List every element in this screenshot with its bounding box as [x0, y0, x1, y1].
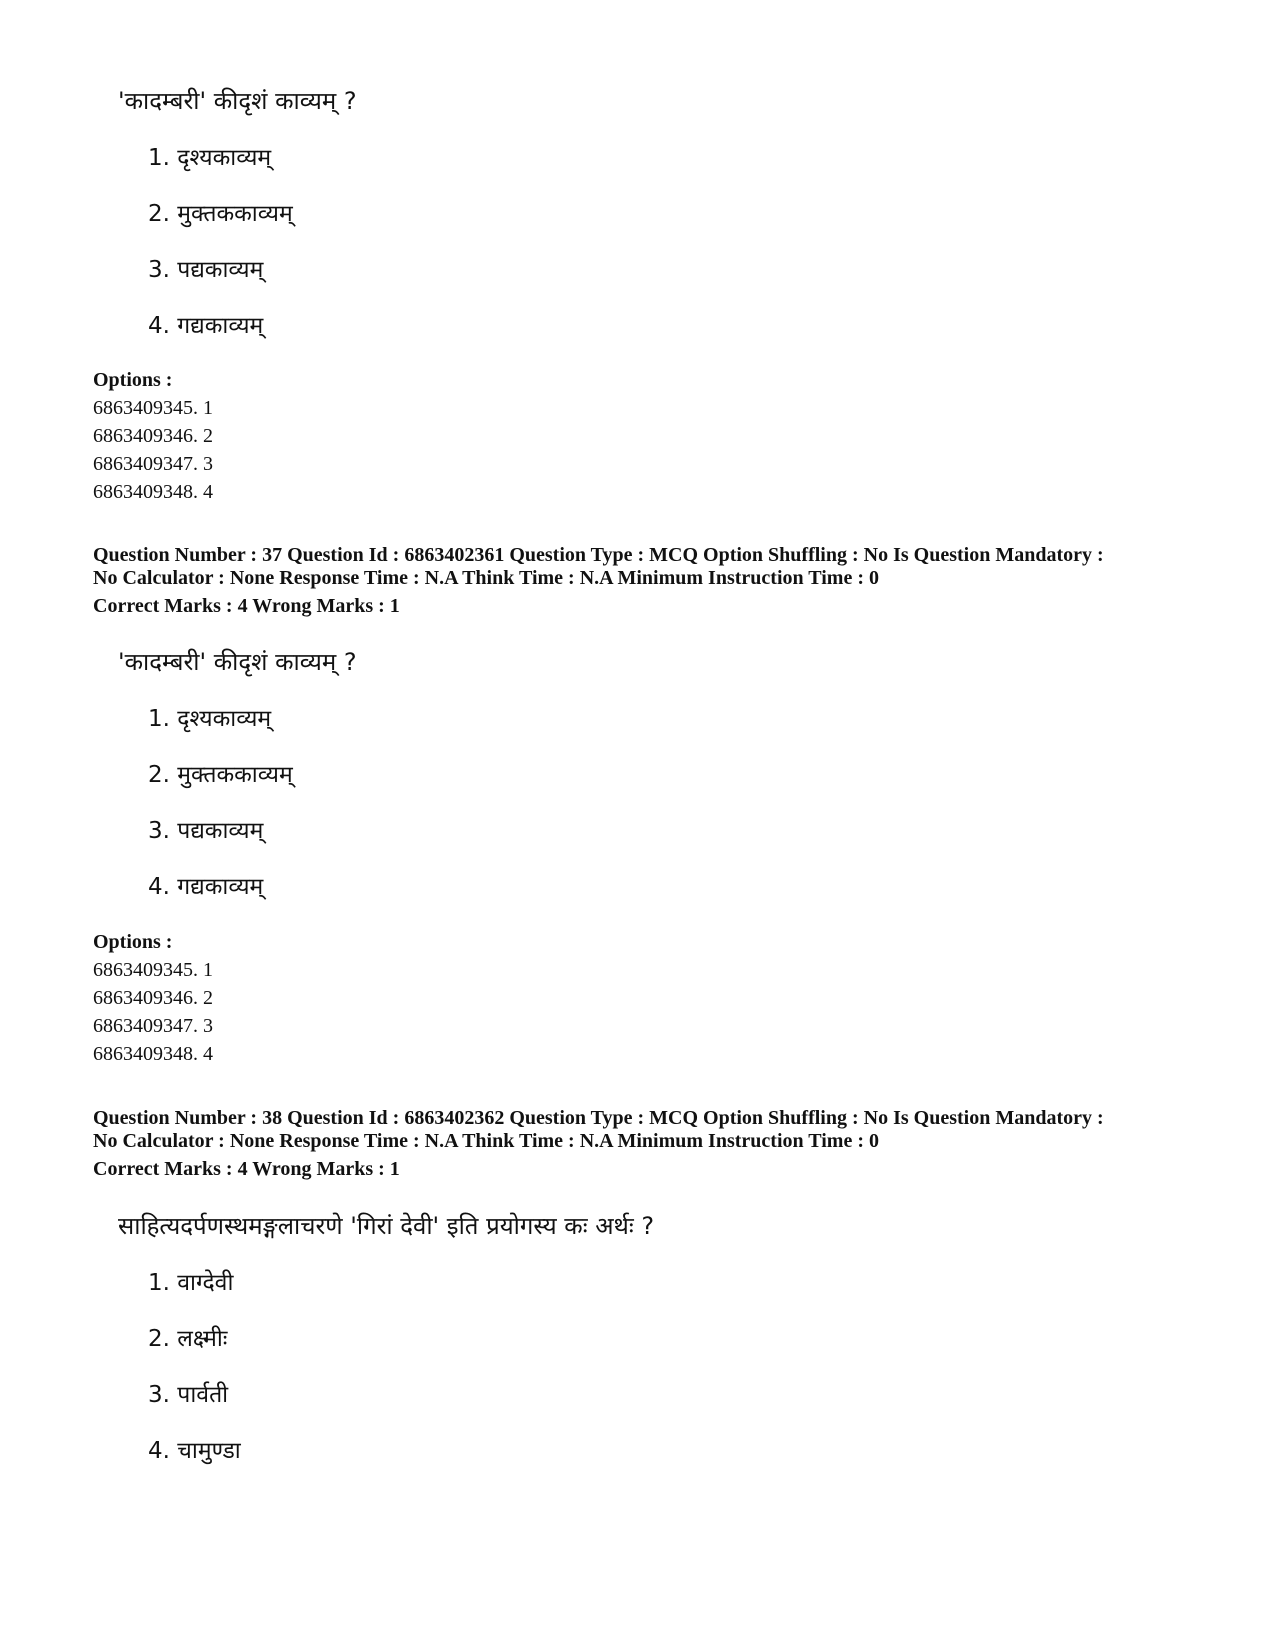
choice-4: 4. चामुण्डा: [148, 1438, 241, 1464]
question-meta-line-2: No Calculator : None Response Time : N.A Think Time : N.A Minimum Instruction Time : 0: [93, 567, 879, 589]
question-marks: Correct Marks : 4 Wrong Marks : 1: [93, 595, 400, 617]
question-meta-line-1: Question Number : 37 Question Id : 6863402361 Question Type : MCQ Option Shuffling : No Is Question Mandatory :: [93, 544, 1104, 566]
option-id-1: 6863409345. 1: [93, 959, 213, 981]
choice-2: 2. लक्ष्मीः: [148, 1326, 228, 1352]
question-marks: Correct Marks : 4 Wrong Marks : 1: [93, 1158, 400, 1180]
question-text: 'कादम्बरी' कीदृशं काव्यम् ?: [118, 648, 357, 676]
choice-1: 1. दृश्यकाव्यम्: [148, 706, 272, 732]
choice-3: 3. पद्यकाव्यम्: [148, 257, 264, 283]
question-meta-line-2: No Calculator : None Response Time : N.A Think Time : N.A Minimum Instruction Time : 0: [93, 1130, 879, 1152]
choice-4: 4. गद्यकाव्यम्: [148, 874, 264, 900]
option-id-1: 6863409345. 1: [93, 397, 213, 419]
option-id-2: 6863409346. 2: [93, 425, 213, 447]
question-text: साहित्यदर्पणस्थमङ्गलाचरणे 'गिरां देवी' इति प्रयोगस्य कः अर्थः ?: [118, 1212, 655, 1240]
options-label: Options :: [93, 369, 173, 391]
choice-1: 1. वाग्देवी: [148, 1270, 234, 1296]
choice-3: 3. पार्वती: [148, 1382, 229, 1408]
option-id-2: 6863409346. 2: [93, 987, 213, 1009]
choice-2: 2. मुक्तककाव्यम्: [148, 201, 293, 227]
choice-2: 2. मुक्तककाव्यम्: [148, 762, 293, 788]
question-text: 'कादम्बरी' कीदृशं काव्यम् ?: [118, 87, 357, 115]
question-meta-line-1: Question Number : 38 Question Id : 6863402362 Question Type : MCQ Option Shuffling : No Is Question Mandatory :: [93, 1107, 1104, 1129]
option-id-3: 6863409347. 3: [93, 453, 213, 475]
choice-3: 3. पद्यकाव्यम्: [148, 818, 264, 844]
option-id-4: 6863409348. 4: [93, 1043, 213, 1065]
option-id-4: 6863409348. 4: [93, 481, 213, 503]
choice-1: 1. दृश्यकाव्यम्: [148, 145, 272, 171]
choice-4: 4. गद्यकाव्यम्: [148, 313, 264, 339]
option-id-3: 6863409347. 3: [93, 1015, 213, 1037]
options-label: Options :: [93, 931, 173, 953]
